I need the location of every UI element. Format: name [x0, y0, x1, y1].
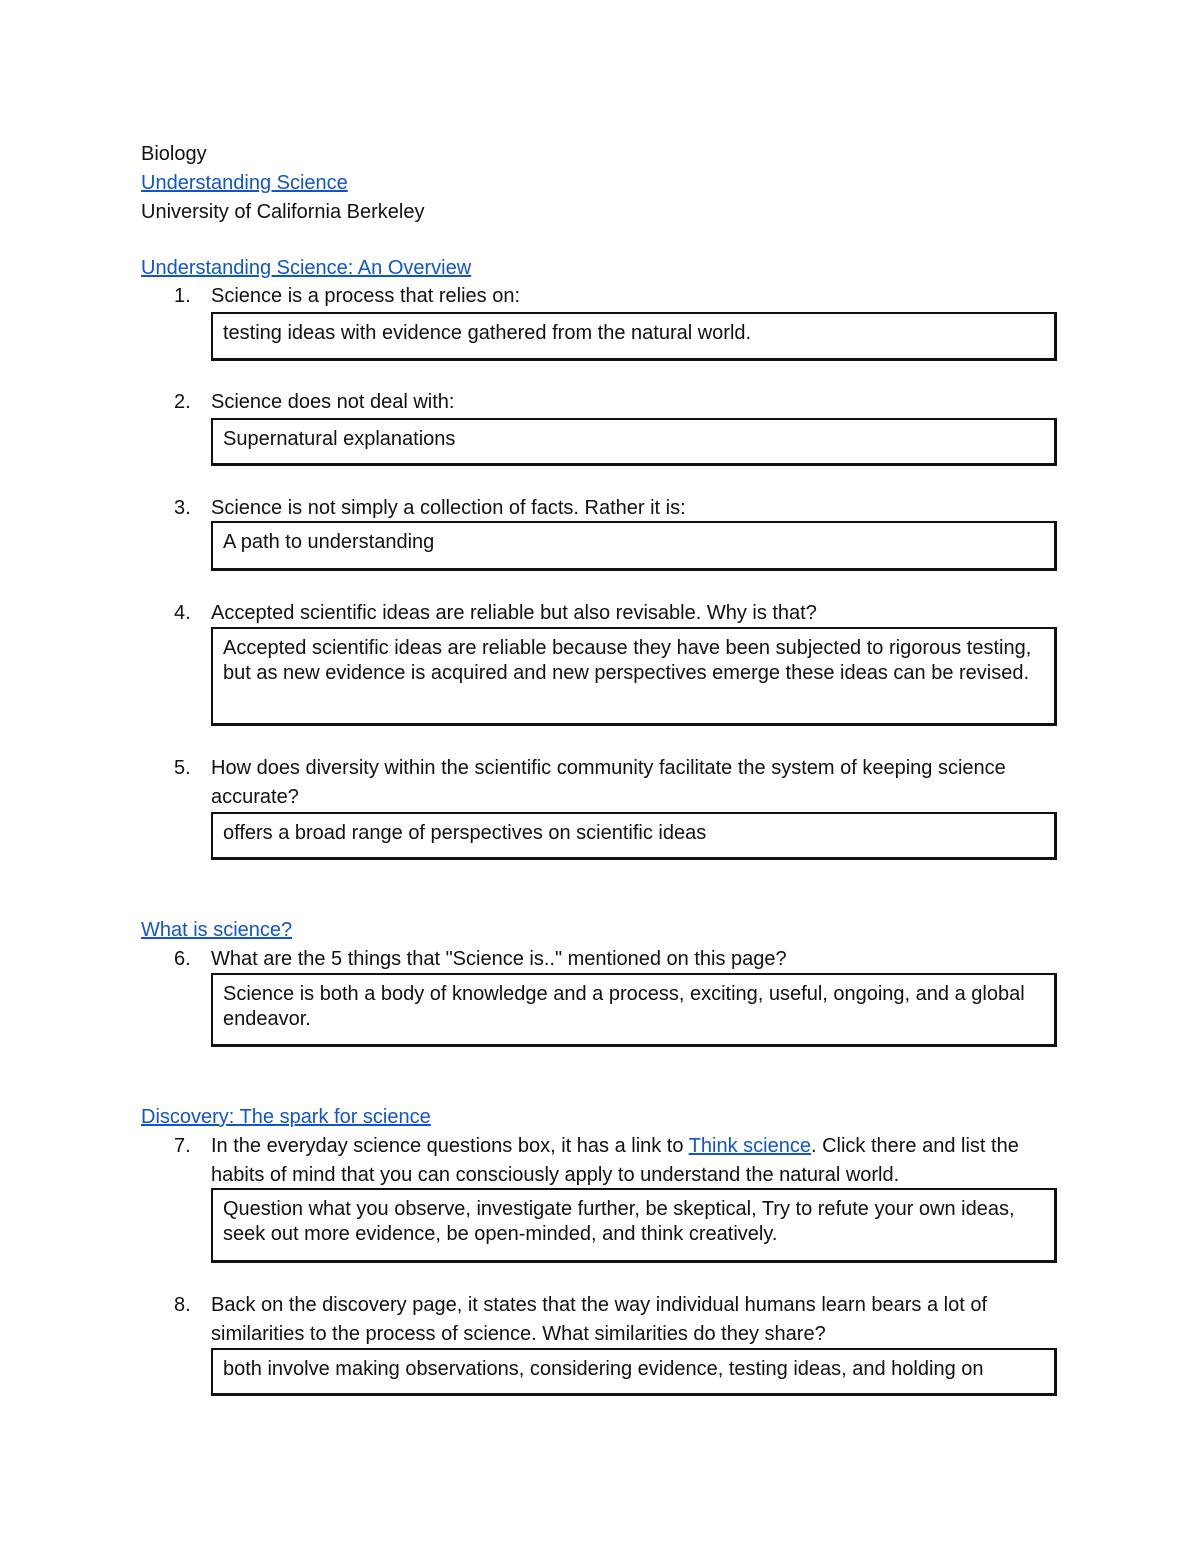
answer-box[interactable] [211, 812, 1057, 860]
section-link-what-is-science[interactable]: What is science? [141, 919, 293, 941]
answer-box[interactable] [211, 312, 1057, 361]
institution-name: University of California Berkeley [141, 201, 425, 223]
answer-box[interactable] [211, 418, 1057, 466]
answer-text: Question what you observe, investigate further, be skeptical, Try to refute your own ideas, seek out more evidence, be open-minded, and think creatively. [223, 1198, 1015, 1245]
question-number: 1. [174, 285, 191, 307]
section-link-overview[interactable]: Understanding Science: An Overview [141, 257, 472, 279]
answer-text: both involve making observations, considering evidence, testing ideas, and holding on [223, 1358, 984, 1380]
question-text: Back on the discovery page, it states that the way individual humans learn bears a lot of similarities to the process of science. What similarities do they share? [211, 1294, 987, 1345]
answer-text: testing ideas with evidence gathered from the natural world. [223, 322, 752, 344]
question-text: Science is a process that relies on: [211, 285, 521, 307]
question-text: In the everyday science questions box, it has a link to Think science. Click there and list the habits of mind that you can consciously apply to understand the natural world. [211, 1135, 1019, 1186]
answer-box[interactable] [211, 1188, 1057, 1263]
subject-title: Biology [141, 143, 207, 165]
question-text: Accepted scientific ideas are reliable but also revisable. Why is that? [211, 602, 817, 624]
think-science-link[interactable]: Think science [688, 1135, 811, 1157]
answer-text: Supernatural explanations [223, 428, 456, 450]
question-number: 2. [174, 391, 191, 413]
answer-box[interactable] [211, 1348, 1057, 1396]
understanding-science-link[interactable]: Understanding Science [141, 172, 348, 194]
question-number: 4. [174, 602, 191, 624]
answer-box[interactable] [211, 627, 1057, 726]
question-number: 3. [174, 497, 191, 519]
answer-box[interactable] [211, 521, 1057, 571]
question-number: 5. [174, 757, 191, 779]
answer-text: offers a broad range of perspectives on scientific ideas [223, 822, 707, 844]
question-number: 7. [174, 1135, 191, 1157]
section-link-discovery[interactable]: Discovery: The spark for science [141, 1106, 431, 1128]
question-text: Science does not deal with: [211, 391, 455, 413]
answer-text: Science is both a body of knowledge and a process, exciting, useful, ongoing, and a global endeavor. [223, 983, 1025, 1030]
question-text: How does diversity within the scientific community facilitate the system of keeping science accurate? [211, 757, 1006, 808]
question-number: 6. [174, 948, 191, 970]
answer-text: Accepted scientific ideas are reliable because they have been subjected to rigorous testing, but as new evidence is acquired and new perspectives emerge these ideas can be revised. [223, 637, 1032, 684]
answer-text: A path to understanding [223, 531, 435, 553]
question-text: Science is not simply a collection of facts. Rather it is: [211, 497, 686, 519]
answer-box[interactable] [211, 973, 1057, 1047]
question-number: 8. [174, 1294, 191, 1316]
question-text: What are the 5 things that "Science is.." mentioned on this page? [211, 948, 787, 970]
